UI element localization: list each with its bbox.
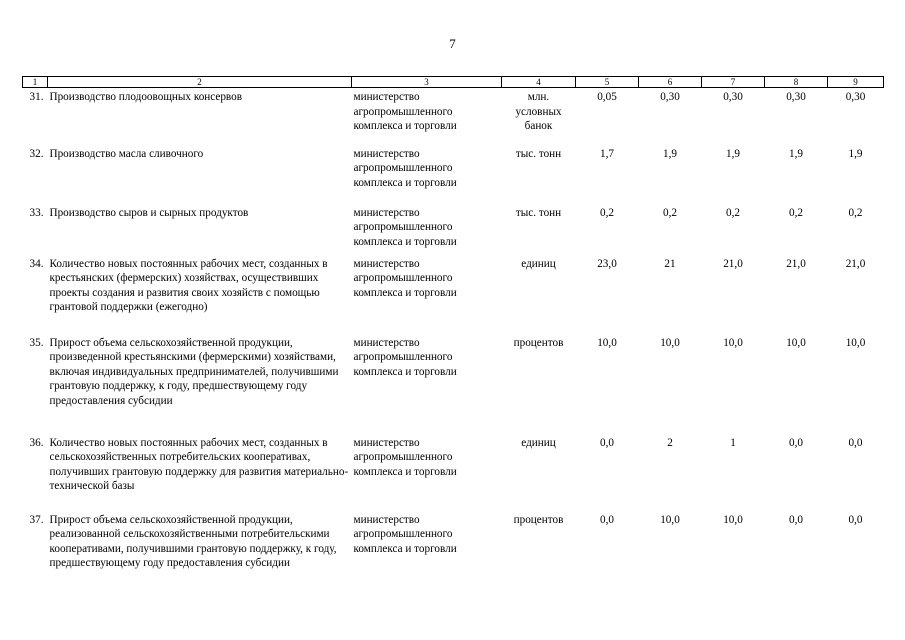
- table-row: [23, 255, 884, 334]
- row-number: 34.: [29, 257, 44, 270]
- value-cell: 0,2: [600, 206, 614, 219]
- indicator-table: [22, 76, 884, 589]
- value-cell: 10,0: [660, 336, 680, 349]
- value-cell: 0,0: [848, 513, 863, 526]
- value-cell: 0,2: [663, 206, 677, 219]
- value-cell: 0,0: [600, 436, 614, 449]
- value-cell: 0,0: [789, 513, 803, 526]
- value-cell: 21,0: [723, 257, 743, 270]
- indicator-name: Количество новых постоянных рабочих мест, созданных в сельскохозяйственных потребительских кооперативах, получивших грантовую поддержку для развития материально-технической базы: [49, 436, 349, 493]
- table-row: [23, 88, 884, 145]
- value-cell: 0,2: [726, 206, 740, 219]
- value-cell: 1: [730, 436, 736, 449]
- responsible-agency: министерство агропромышленного комплекса и торговли: [353, 257, 457, 299]
- value-cell: 1,7: [600, 147, 614, 160]
- value-cell: 10,0: [597, 336, 617, 349]
- column-number: 8: [765, 77, 828, 88]
- value-cell: 0,30: [786, 91, 806, 103]
- indicator-name: Количество новых постоянных рабочих мест, созданных в крестьянских (фермерских) хозяйствах, осуществивших проекты создания и развития своих хозяйств с помощью грантовой поддержки (ежегодно): [49, 257, 328, 314]
- value-cell: 10,0: [786, 336, 806, 349]
- value-cell: 0,0: [848, 436, 863, 449]
- column-number: 7: [702, 77, 765, 88]
- row-number: 33.: [29, 206, 44, 219]
- responsible-agency: министерство агропромышленного комплекса и торговли: [353, 513, 457, 555]
- value-cell: 21,0: [786, 257, 806, 270]
- value-cell: 0,30: [845, 91, 866, 103]
- table-row: [23, 145, 884, 204]
- value-cell: 0,05: [597, 91, 617, 103]
- unit-of-measure: единиц: [521, 257, 556, 270]
- column-number: 3: [352, 77, 502, 88]
- table-row: [23, 434, 884, 511]
- value-cell: 0,0: [600, 513, 614, 526]
- value-cell: 21: [664, 257, 676, 270]
- responsible-agency: министерство агропромышленного комплекса и торговли: [353, 91, 457, 133]
- table-row: [23, 511, 884, 589]
- value-cell: 1,9: [726, 147, 740, 160]
- row-number: 32.: [29, 147, 44, 160]
- unit-of-measure: тыс. тонн: [515, 206, 562, 219]
- value-cell: 1,9: [663, 147, 677, 160]
- column-number: 6: [639, 77, 702, 88]
- responsible-agency: министерство агропромышленного комплекса и торговли: [353, 436, 457, 478]
- indicator-name: Производство плодоовощных консервов: [49, 91, 243, 103]
- value-cell: 10,0: [660, 513, 680, 526]
- unit-of-measure: млн. условных банок: [515, 91, 562, 133]
- column-number: 4: [502, 77, 576, 88]
- responsible-agency: министерство агропромышленного комплекса и торговли: [353, 147, 457, 189]
- value-cell: 23,0: [597, 257, 617, 270]
- indicator-name: Прирост объема сельскохозяйственной продукции, реализованной сельскохозяйственными потребительскими кооперативами, получившими грантовую поддержку, к году, предшествующему году предоставления субсидии: [49, 513, 337, 570]
- value-cell: 1,9: [848, 147, 863, 160]
- unit-of-measure: процентов: [513, 513, 564, 526]
- indicator-name: Производство масла сливочного: [49, 147, 204, 160]
- value-cell: 10,0: [723, 513, 743, 526]
- page-number: 7: [449, 36, 456, 51]
- value-cell: 0,2: [789, 206, 803, 219]
- column-number: 2: [48, 77, 352, 88]
- value-cell: 10,0: [845, 336, 866, 349]
- indicator-name: Производство сыров и сырных продуктов: [49, 206, 249, 219]
- responsible-agency: министерство агропромышленного комплекса и торговли: [353, 336, 457, 378]
- value-cell: 10,0: [723, 336, 743, 349]
- table-row: [23, 334, 884, 434]
- value-cell: 21,0: [845, 257, 866, 270]
- value-cell: 0,30: [723, 91, 743, 103]
- value-cell: 1,9: [789, 147, 803, 160]
- column-number: 9: [828, 77, 884, 88]
- row-number: 31.: [29, 91, 44, 103]
- unit-of-measure: единиц: [521, 436, 556, 449]
- unit-of-measure: тыс. тонн: [515, 147, 562, 160]
- value-cell: 0,30: [660, 91, 680, 103]
- row-number: 37.: [29, 513, 44, 526]
- column-number-row: [23, 77, 884, 88]
- column-number: 5: [576, 77, 639, 88]
- unit-of-measure: процентов: [513, 336, 564, 349]
- value-cell: 0,0: [789, 436, 803, 449]
- indicator-name: Прирост объема сельскохозяйственной продукции, произведенной крестьянскими (фермерскими) хозяйствами, включая индивидуальных предпринимателей, получившими грантовую поддержку, к году, предшествующему году предоставления субсидии: [49, 336, 339, 407]
- row-number: 35.: [29, 336, 44, 349]
- column-number: 1: [23, 77, 48, 88]
- responsible-agency: министерство агропромышленного комплекса и торговли: [353, 206, 457, 248]
- value-cell: 0,2: [848, 206, 863, 219]
- row-number: 36.: [29, 436, 44, 449]
- table-row: [23, 204, 884, 255]
- value-cell: 2: [667, 436, 673, 449]
